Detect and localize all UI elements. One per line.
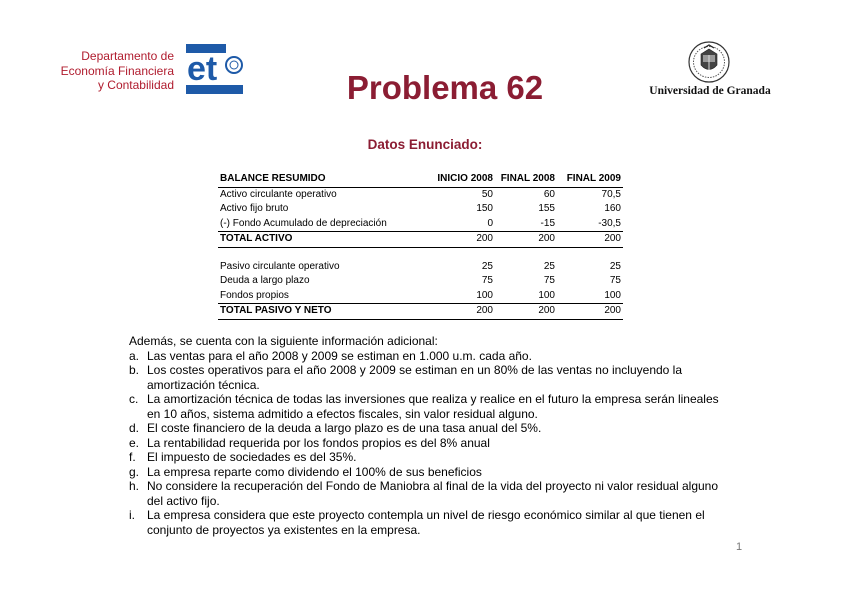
list-item-text: El impuesto de sociedades es del 35%. (147, 450, 357, 464)
page-number: 1 (736, 541, 743, 553)
list-item-text: La empresa considera que este proyecto contempla un nivel de riesgo económico similar al que tienen el conjunto de proyectos ya existentes en la empresa. (147, 508, 705, 537)
table-spacer (218, 247, 623, 260)
list-marker: d. (129, 421, 140, 435)
table-row (218, 260, 623, 275)
column-header: BALANCE RESUMIDO (218, 172, 425, 187)
list-item-text: Los costes operativos para el año 2008 y 2009 se estiman en un 80% de las ventas no incluyendo la amortización técnica. (147, 363, 683, 392)
list-marker: b. (129, 363, 140, 377)
list-marker: i. (129, 508, 135, 522)
cell-value: 25 (609, 260, 621, 272)
column-header: FINAL 2009 (557, 172, 623, 187)
list-marker: c. (129, 392, 139, 406)
cell-value: 150 (476, 203, 493, 215)
list-marker: h. (129, 479, 140, 493)
list-marker: a. (129, 348, 140, 363)
cell-value: 200 (495, 232, 557, 248)
list-item-text: La rentabilidad requerida por los fondos propios es del 8% anual (147, 435, 490, 450)
cell-value: 0 (487, 217, 493, 229)
section-subtitle: Datos Enunciado: (367, 137, 483, 152)
row-label: Activo fijo bruto (220, 203, 289, 215)
cell-value: 50 (481, 188, 493, 200)
column-header: FINAL 2008 (495, 172, 557, 187)
list-marker: e. (129, 435, 140, 450)
info-list (129, 349, 729, 538)
table-header-row (218, 172, 623, 187)
cell-value: 155 (538, 203, 555, 215)
list-item-text: La amortización técnica de todas las inversiones que realiza y realice en el futuro la empresa serán lineales en 10 años, sistema admitido a efectos fiscales, sin valor residual alguno. (147, 392, 719, 421)
cell-value: 160 (604, 203, 621, 215)
total-row (218, 232, 623, 248)
list-item (129, 479, 729, 508)
cell-value: 100 (604, 289, 621, 301)
cell-value: 100 (538, 289, 555, 301)
department-line: y Contabilidad (97, 78, 174, 92)
department-line: Departamento de (81, 49, 174, 63)
list-marker: f. (129, 450, 136, 464)
logo-seal (226, 57, 242, 73)
cell-value: -15 (540, 217, 555, 229)
list-item (129, 450, 729, 465)
cell-value: 75 (609, 275, 621, 287)
info-intro: Además, se cuenta con la siguiente información adicional: (129, 334, 438, 348)
department-name (40, 49, 174, 93)
list-item (129, 349, 729, 364)
cell-value: 25 (543, 260, 555, 272)
table-row (218, 202, 623, 217)
list-item (129, 421, 729, 436)
cell-value: 75 (481, 275, 493, 287)
additional-info (129, 334, 729, 537)
balance-table (218, 172, 623, 320)
cell-value: 200 (495, 304, 557, 320)
row-label: Fondos propios (220, 289, 289, 301)
department-logo (186, 44, 243, 94)
cell-value: -30,5 (598, 217, 621, 229)
cell-value: 200 (557, 232, 623, 248)
row-label: Deuda a largo plazo (220, 275, 310, 287)
table-row (218, 187, 623, 202)
logo-letters: et (187, 50, 218, 88)
list-item-text: Las ventas para el año 2008 y 2009 se estiman en 1.000 u.m. cada año. (147, 348, 532, 363)
table-row (218, 217, 623, 232)
column-header: INICIO 2008 (425, 172, 495, 187)
cell-value: 100 (476, 289, 493, 301)
list-item (129, 465, 729, 480)
page-title: Problema 62 (346, 69, 544, 106)
table-row (218, 289, 623, 304)
list-item (129, 508, 729, 537)
cell-value: 200 (557, 304, 623, 320)
list-item-text: No considere la recuperación del Fondo de Maniobra al final de la vida del proyecto ni valor residual alguno del activo fijo. (147, 479, 719, 508)
cell-value: 75 (543, 275, 555, 287)
list-marker: g. (129, 464, 140, 479)
cell-value: 200 (425, 304, 495, 320)
table-row (218, 274, 623, 289)
cell-value: 200 (425, 232, 495, 248)
university-name: Universidad de Granada (649, 85, 771, 97)
cell-value: 70,5 (601, 188, 621, 200)
row-label: TOTAL ACTIVO (218, 232, 425, 248)
row-label: TOTAL PASIVO Y NETO (218, 304, 425, 320)
row-label: Activo circulante operativo (220, 188, 337, 200)
total-row (218, 304, 623, 320)
university-emblem (684, 40, 734, 84)
list-item-text: El coste financiero de la deuda a largo plazo es de una tasa anual del 5%. (147, 421, 542, 435)
row-label: Pasivo circulante operativo (220, 260, 340, 272)
cell-value: 60 (543, 188, 555, 200)
list-item-text: La empresa reparte como dividendo el 100% de sus beneficios (147, 464, 482, 479)
list-item (129, 436, 729, 451)
cell-value: 25 (481, 260, 493, 272)
list-item (129, 392, 729, 421)
department-line: Economía Financiera (60, 63, 174, 78)
list-item (129, 363, 729, 392)
row-label: (-) Fondo Acumulado de depreciación (220, 217, 387, 229)
